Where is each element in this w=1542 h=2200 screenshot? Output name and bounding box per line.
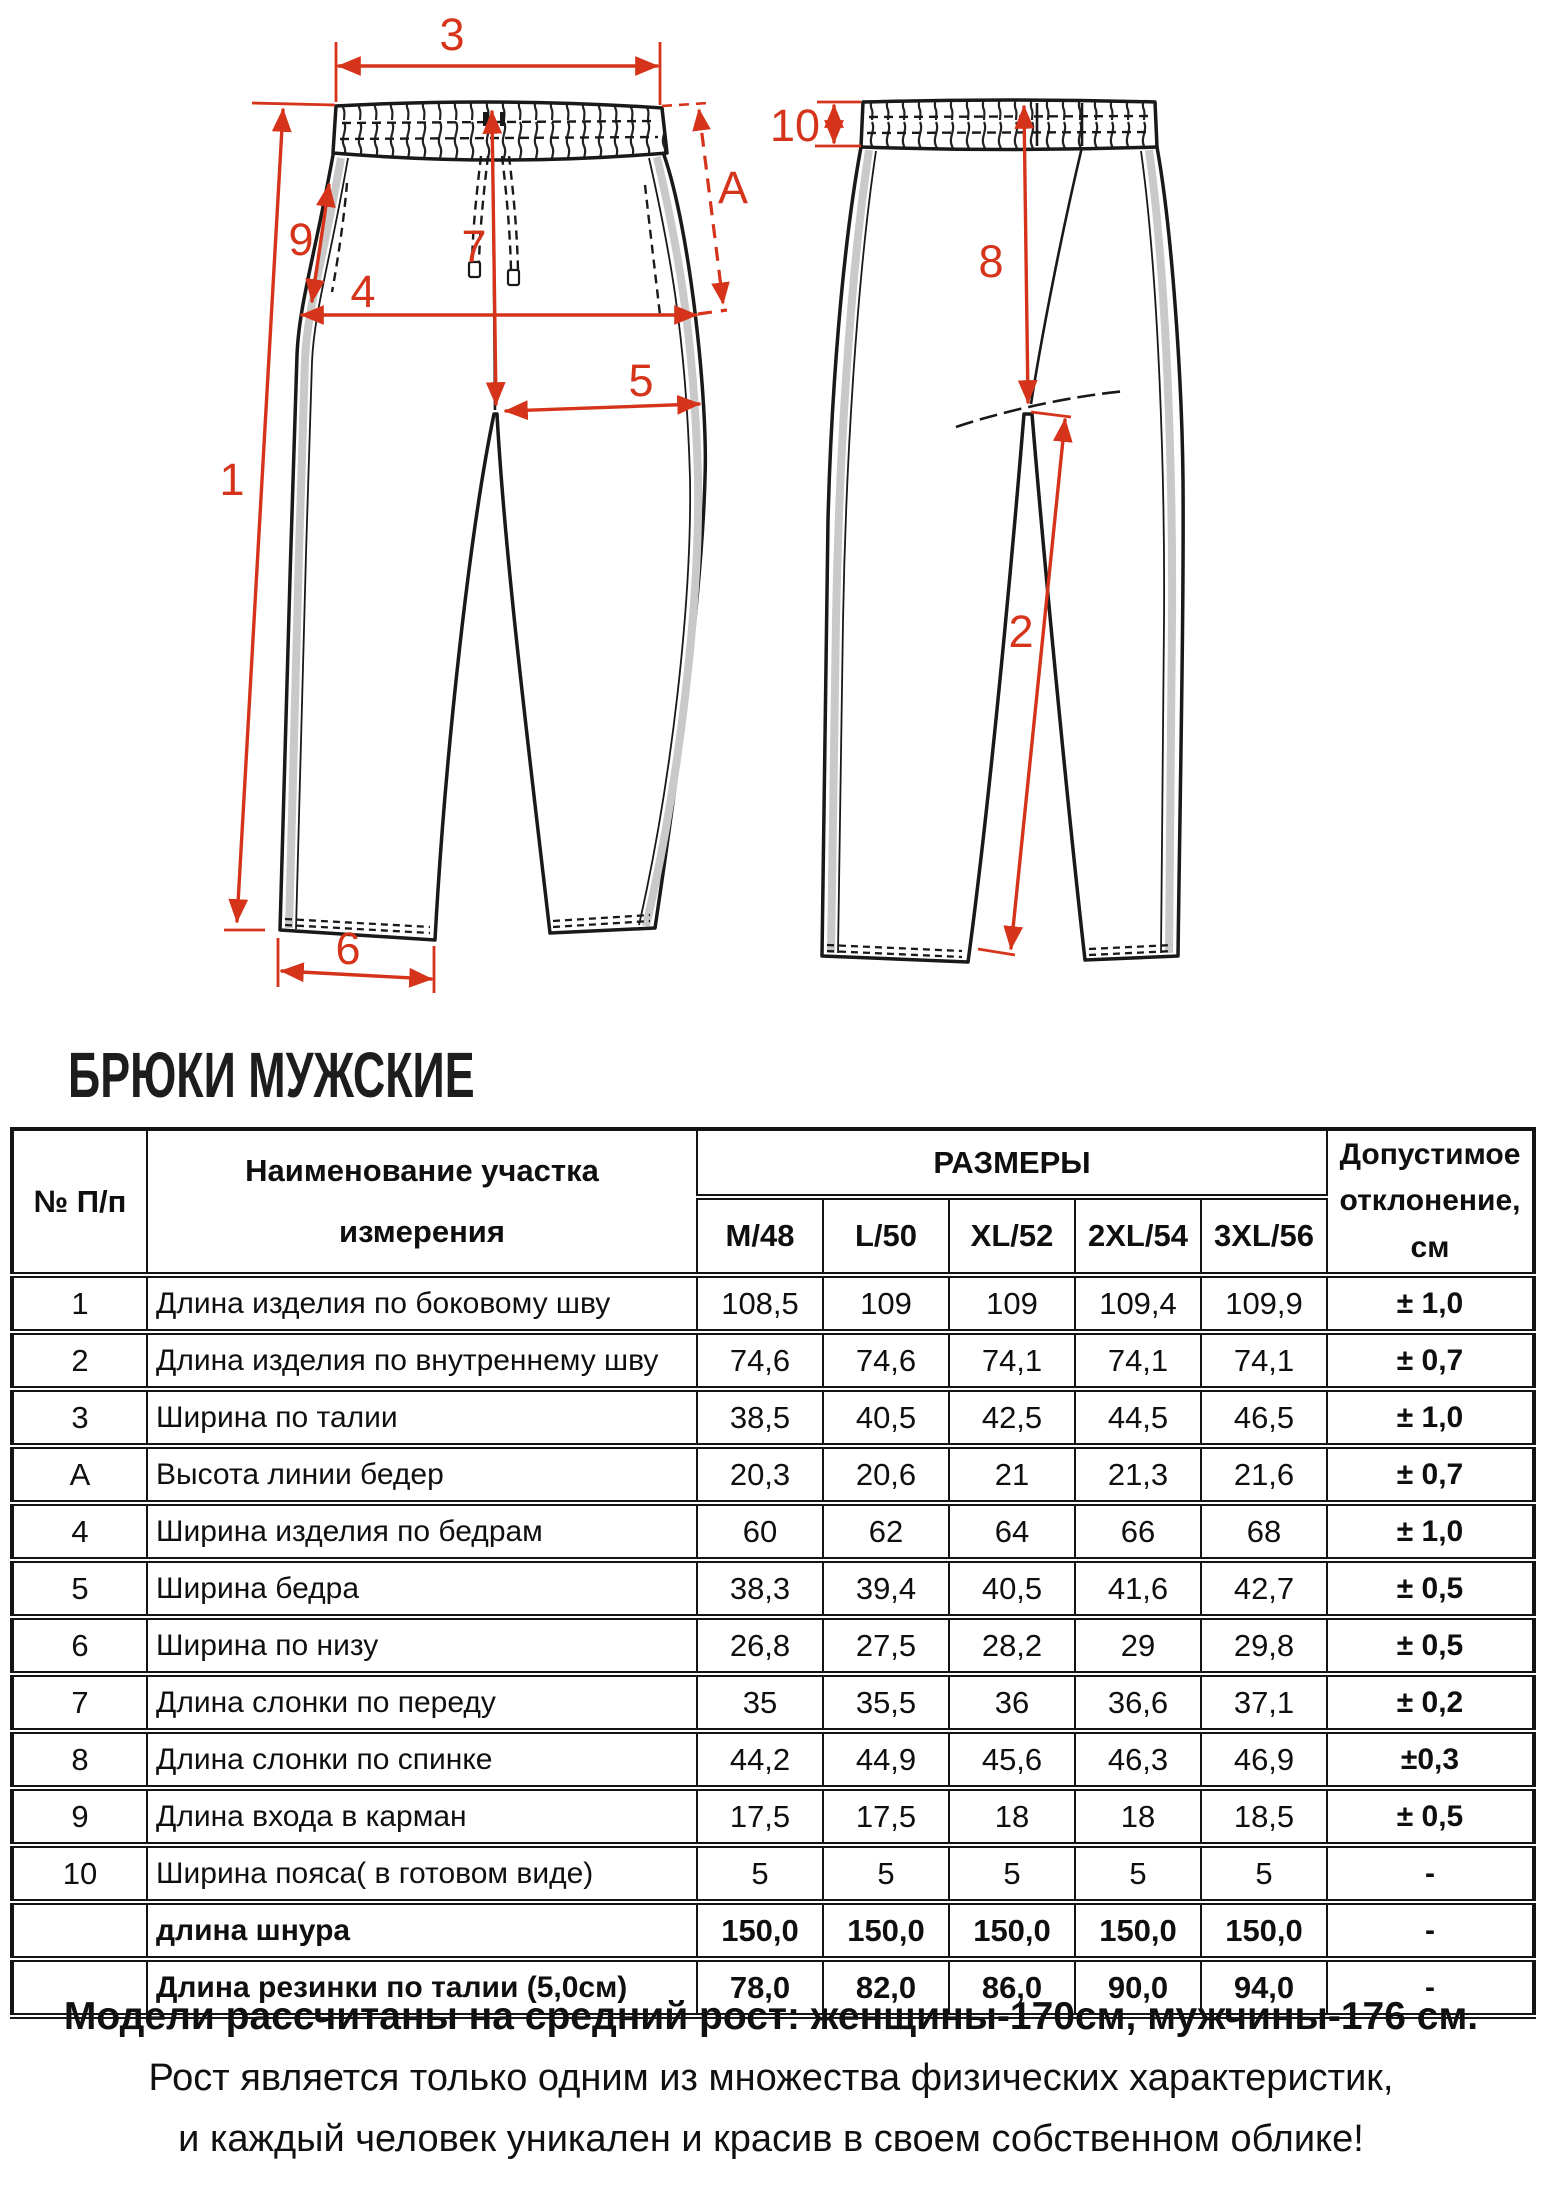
dimension-annotations-back bbox=[770, 100, 1071, 955]
row-num: 9 bbox=[12, 1788, 147, 1845]
header-size-m48: М/48 bbox=[697, 1197, 823, 1275]
measure-name: Ширина по низу bbox=[147, 1617, 697, 1674]
pocket-stitch bbox=[645, 185, 660, 315]
table-row bbox=[12, 1788, 1534, 1845]
table-row bbox=[12, 1902, 1534, 1959]
size-value: 86,0 bbox=[949, 1959, 1075, 2016]
size-value: 150,0 bbox=[1075, 1902, 1201, 1959]
size-value: 82,0 bbox=[823, 1959, 949, 2016]
row-num: 3 bbox=[12, 1389, 147, 1446]
dim-label-6: 6 bbox=[335, 923, 361, 974]
header-sizes-group: РАЗМЕРЫ bbox=[697, 1129, 1327, 1197]
size-value: 5 bbox=[1075, 1845, 1201, 1902]
size-value: 62 bbox=[823, 1503, 949, 1560]
table-row bbox=[12, 1389, 1534, 1446]
size-value: 46,3 bbox=[1075, 1731, 1201, 1788]
row-num: 2 bbox=[12, 1332, 147, 1389]
row-num bbox=[12, 1902, 147, 1959]
size-value: 60 bbox=[697, 1503, 823, 1560]
footer-line-2: Рост является только одним из множества физических характеристик, bbox=[148, 2057, 1394, 2099]
technical-drawing bbox=[0, 0, 1542, 1010]
size-value: 18,5 bbox=[1201, 1788, 1327, 1845]
size-value: 40,5 bbox=[949, 1560, 1075, 1617]
dim-label-2: 2 bbox=[1008, 606, 1034, 657]
measure-name: Длина слонки по спинке bbox=[147, 1731, 697, 1788]
row-num: 5 bbox=[12, 1560, 147, 1617]
size-value: 21,3 bbox=[1075, 1446, 1201, 1503]
tolerance-value: ± 0,7 bbox=[1327, 1446, 1534, 1503]
measure-name: Длина входа в карман bbox=[147, 1788, 697, 1845]
size-value: 45,6 bbox=[949, 1731, 1075, 1788]
size-value: 20,3 bbox=[697, 1446, 823, 1503]
size-value: 74,6 bbox=[823, 1332, 949, 1389]
tolerance-value: ± 1,0 bbox=[1327, 1275, 1534, 1332]
dim-line-thigh bbox=[506, 404, 699, 411]
measure-name: Ширина бедра bbox=[147, 1560, 697, 1617]
size-value: 21 bbox=[949, 1446, 1075, 1503]
page-title: БРЮКИ МУЖСКИЕ bbox=[68, 1039, 475, 1111]
size-value: 46,5 bbox=[1201, 1389, 1327, 1446]
size-value: 18 bbox=[949, 1788, 1075, 1845]
size-value: 29 bbox=[1075, 1617, 1201, 1674]
size-value: 74,1 bbox=[1201, 1332, 1327, 1389]
dim-line-side-length bbox=[237, 110, 283, 921]
measure-name: Длина изделия по внутреннему шву bbox=[147, 1332, 697, 1389]
center-back-seam bbox=[1031, 147, 1082, 404]
size-value: 36 bbox=[949, 1674, 1075, 1731]
size-value: 41,6 bbox=[1075, 1560, 1201, 1617]
size-value: 18 bbox=[1075, 1788, 1201, 1845]
size-value: 17,5 bbox=[697, 1788, 823, 1845]
dim-line-back-rise bbox=[1024, 107, 1028, 402]
size-value: 44,5 bbox=[1075, 1389, 1201, 1446]
row-num: 1 bbox=[12, 1275, 147, 1332]
size-value: 74,6 bbox=[697, 1332, 823, 1389]
size-value: 28,2 bbox=[949, 1617, 1075, 1674]
pants-back-view bbox=[822, 100, 1183, 962]
footer-note bbox=[0, 1996, 1542, 2179]
size-value: 17,5 bbox=[823, 1788, 949, 1845]
header-size-3xl56: 3XL/56 bbox=[1201, 1197, 1327, 1275]
header-tolerance: Допустимое отклонение, см bbox=[1327, 1129, 1534, 1275]
seat-curve bbox=[956, 391, 1126, 427]
dim-label-A: А bbox=[717, 162, 749, 213]
header-measure: Наименование участка измерения bbox=[147, 1129, 697, 1275]
tolerance-value: ± 0,7 bbox=[1327, 1332, 1534, 1389]
measure-name: Длина изделия по боковому шву bbox=[147, 1275, 697, 1332]
grommet bbox=[500, 112, 505, 126]
size-value: 150,0 bbox=[697, 1902, 823, 1959]
size-value: 94,0 bbox=[1201, 1959, 1327, 2016]
size-value: 20,6 bbox=[823, 1446, 949, 1503]
table-row bbox=[12, 1446, 1534, 1503]
row-num: А bbox=[12, 1446, 147, 1503]
dim-label-5: 5 bbox=[628, 355, 654, 406]
measure-name: Ширина по талии bbox=[147, 1389, 697, 1446]
dim-label-4: 4 bbox=[350, 266, 376, 317]
size-value: 40,5 bbox=[823, 1389, 949, 1446]
size-value: 109,4 bbox=[1075, 1275, 1201, 1332]
header-size-xl52: XL/52 bbox=[949, 1197, 1075, 1275]
dim-label-1: 1 bbox=[219, 454, 245, 505]
table-row bbox=[12, 1617, 1534, 1674]
measure-name: Длина слонки по переду bbox=[147, 1674, 697, 1731]
size-value: 39,4 bbox=[823, 1560, 949, 1617]
dim-label-9: 9 bbox=[288, 214, 314, 265]
size-value: 150,0 bbox=[1201, 1902, 1327, 1959]
tolerance-value: - bbox=[1327, 1959, 1534, 2016]
size-value: 44,2 bbox=[697, 1731, 823, 1788]
size-value: 21,6 bbox=[1201, 1446, 1327, 1503]
table-row bbox=[12, 1845, 1534, 1902]
grommet bbox=[483, 112, 488, 126]
size-value: 35 bbox=[697, 1674, 823, 1731]
header-size-l50: L/50 bbox=[823, 1197, 949, 1275]
size-value: 150,0 bbox=[823, 1902, 949, 1959]
size-value: 109,9 bbox=[1201, 1275, 1327, 1332]
size-value: 64 bbox=[949, 1503, 1075, 1560]
row-num: 7 bbox=[12, 1674, 147, 1731]
size-value: 35,5 bbox=[823, 1674, 949, 1731]
row-num: 6 bbox=[12, 1617, 147, 1674]
size-value: 150,0 bbox=[949, 1902, 1075, 1959]
table-row bbox=[12, 1275, 1534, 1332]
dim-label-10: 10 bbox=[769, 100, 821, 151]
tolerance-value: ± 1,0 bbox=[1327, 1389, 1534, 1446]
size-value: 66 bbox=[1075, 1503, 1201, 1560]
size-value: 74,1 bbox=[1075, 1332, 1201, 1389]
table-row bbox=[12, 1674, 1534, 1731]
dim-label-7: 7 bbox=[461, 221, 487, 272]
tolerance-value: ± 0,2 bbox=[1327, 1674, 1534, 1731]
size-value: 37,1 bbox=[1201, 1674, 1327, 1731]
size-value: 38,3 bbox=[697, 1560, 823, 1617]
measure-name: Ширина пояса( в готовом виде) bbox=[147, 1845, 697, 1902]
size-value: 29,8 bbox=[1201, 1617, 1327, 1674]
tolerance-value: - bbox=[1327, 1902, 1534, 1959]
tolerance-value: ± 0,5 bbox=[1327, 1617, 1534, 1674]
row-num: 8 bbox=[12, 1731, 147, 1788]
footer-line-3: и каждый человек уникален и красив в своем собственном облике! bbox=[178, 2118, 1364, 2160]
dim-label-3: 3 bbox=[439, 9, 465, 60]
size-value: 36,6 bbox=[1075, 1674, 1201, 1731]
size-table-body bbox=[12, 1275, 1534, 2016]
size-value: 46,9 bbox=[1201, 1731, 1327, 1788]
tolerance-value: ± 0,5 bbox=[1327, 1560, 1534, 1617]
back-waistband bbox=[861, 100, 1157, 150]
row-num: 10 bbox=[12, 1845, 147, 1902]
size-value: 90,0 bbox=[1075, 1959, 1201, 2016]
size-value: 74,1 bbox=[949, 1332, 1075, 1389]
table-row bbox=[12, 1332, 1534, 1389]
size-table bbox=[10, 1127, 1536, 2019]
measure-name: Высота линии бедер bbox=[147, 1446, 697, 1503]
footer-line-1: Модели рассчитаны на средний рост: женщины-170см, мужчины-176 см. bbox=[63, 1995, 1479, 2038]
measure-name: Длина резинки по талии (5,0см) bbox=[147, 1959, 697, 2016]
tolerance-value: ± 0,5 bbox=[1327, 1788, 1534, 1845]
table-row bbox=[12, 1560, 1534, 1617]
size-value: 108,5 bbox=[697, 1275, 823, 1332]
size-value: 44,9 bbox=[823, 1731, 949, 1788]
header-num: № П/п bbox=[12, 1129, 147, 1275]
size-value: 5 bbox=[697, 1845, 823, 1902]
size-value: 68 bbox=[1201, 1503, 1327, 1560]
front-waistband bbox=[333, 102, 667, 160]
size-value: 42,5 bbox=[949, 1389, 1075, 1446]
size-value: 42,7 bbox=[1201, 1560, 1327, 1617]
size-value: 78,0 bbox=[697, 1959, 823, 2016]
measure-name: длина шнура bbox=[147, 1902, 697, 1959]
tolerance-value: ± 1,0 bbox=[1327, 1503, 1534, 1560]
tolerance-value: ±0,3 bbox=[1327, 1731, 1534, 1788]
table-row bbox=[12, 1731, 1534, 1788]
row-num: 4 bbox=[12, 1503, 147, 1560]
tolerance-value: - bbox=[1327, 1845, 1534, 1902]
size-value: 5 bbox=[1201, 1845, 1327, 1902]
size-value: 38,5 bbox=[697, 1389, 823, 1446]
size-value: 26,8 bbox=[697, 1617, 823, 1674]
side-stripe bbox=[831, 150, 869, 953]
dim-label-8: 8 bbox=[978, 236, 1004, 287]
size-value: 109 bbox=[823, 1275, 949, 1332]
size-value: 5 bbox=[823, 1845, 949, 1902]
measure-name: Ширина изделия по бедрам bbox=[147, 1503, 697, 1560]
size-value: 5 bbox=[949, 1845, 1075, 1902]
table-row bbox=[12, 1503, 1534, 1560]
size-value: 109 bbox=[949, 1275, 1075, 1332]
header-size-2xl54: 2XL/54 bbox=[1075, 1197, 1201, 1275]
size-table-header bbox=[12, 1129, 1534, 1275]
size-value: 27,5 bbox=[823, 1617, 949, 1674]
